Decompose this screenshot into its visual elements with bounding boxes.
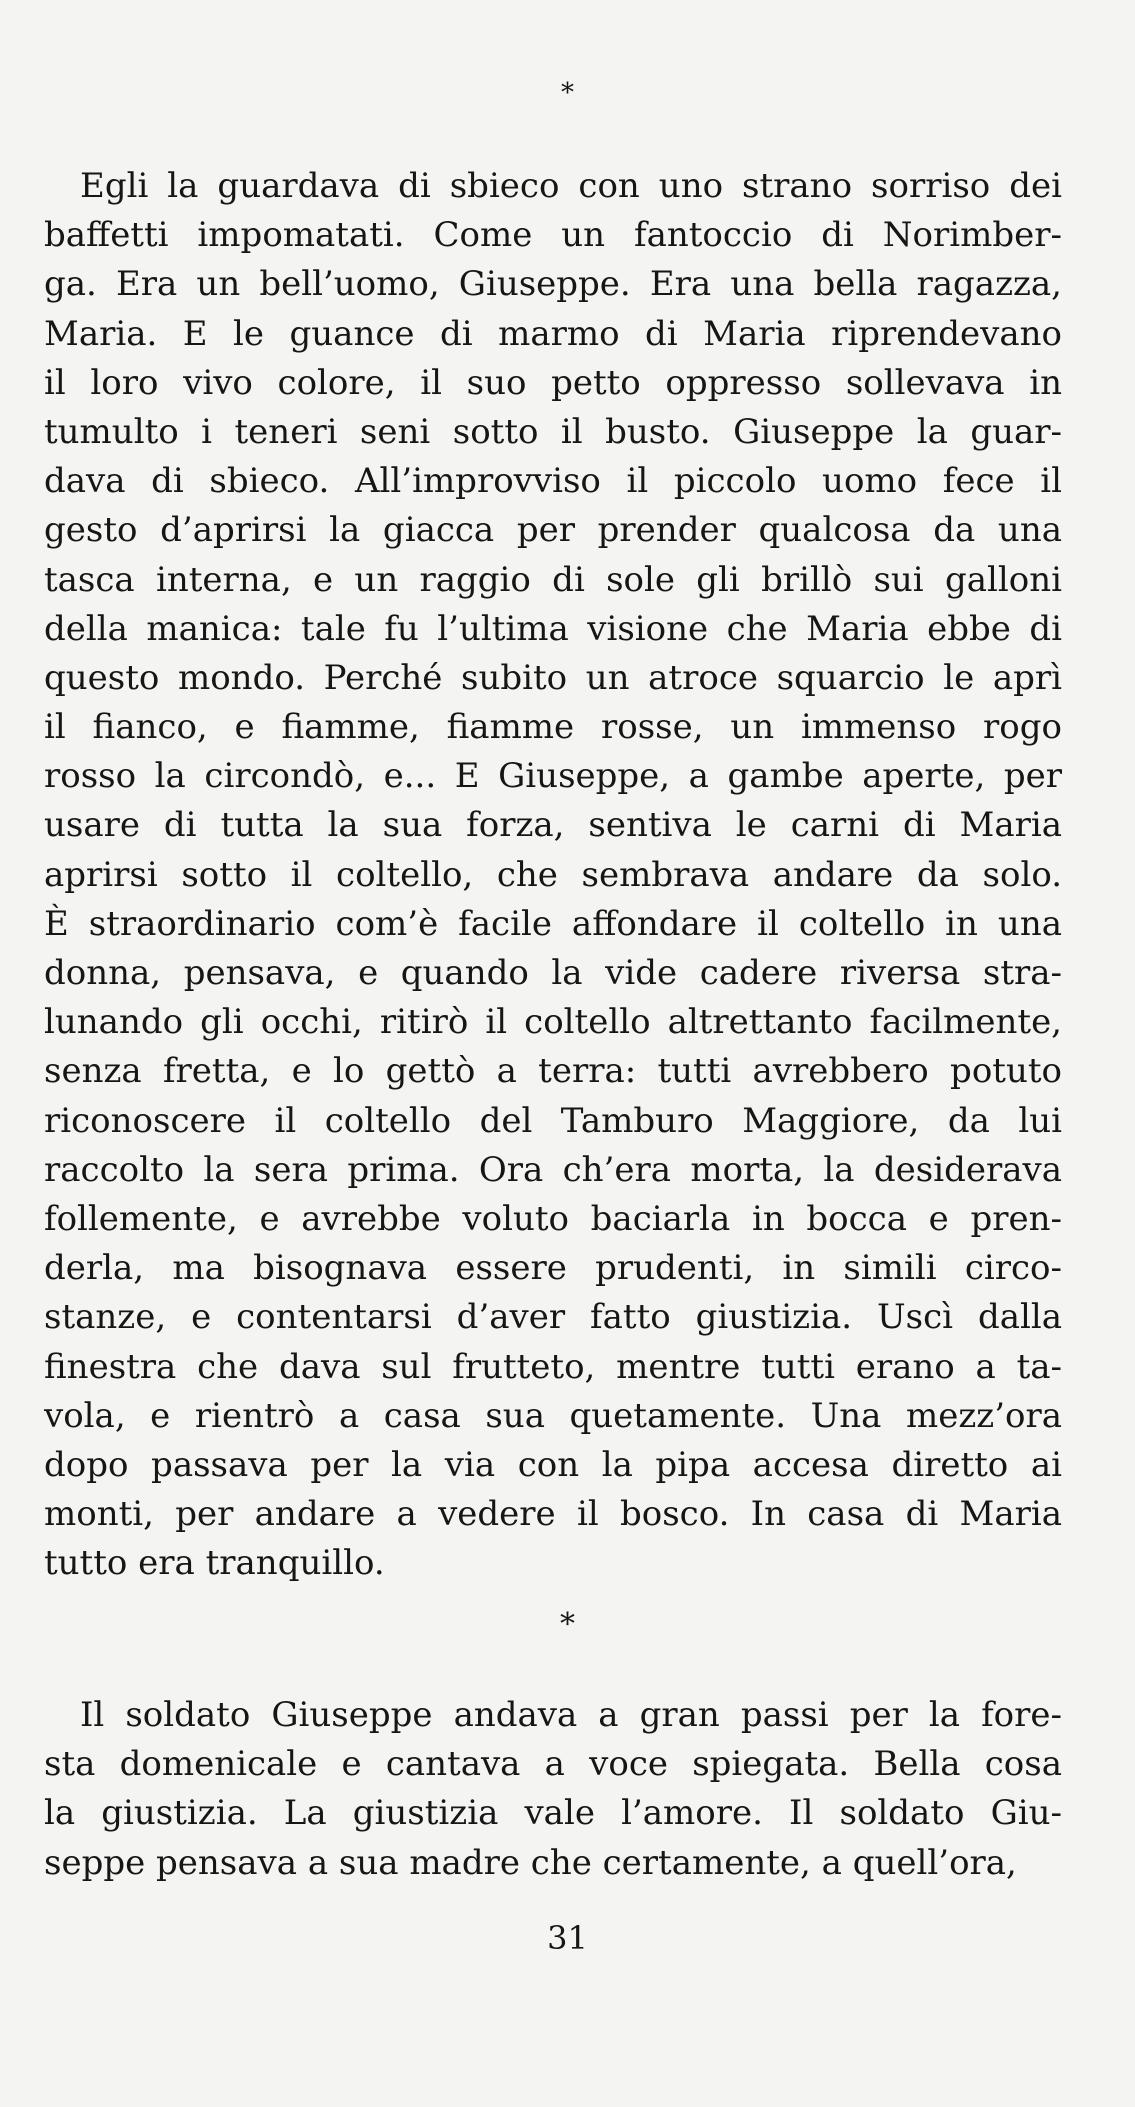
text-line: rosso la circondò, e... E Giuseppe, a gambe aperte, per [44,756,1062,797]
text-line: usare di tutta la sua forza, sentiva le carni di Maria [44,805,1062,846]
text-line: seppe pensava a sua madre che certamente, a quell’ora, [44,1842,1017,1883]
text-line: aprirsi sotto il coltello, che sembrava andare da solo. [44,854,1062,895]
text-line: il loro vivo colore, il suo petto oppresso sollevava in [44,362,1062,403]
text-line: questo mondo. Perché subito un atroce squarcio le aprì [44,657,1062,698]
text-line: tutto era tranquillo. [44,1543,385,1584]
text-line: Egli la guardava di sbieco con uno strano sorriso dei [80,166,1062,206]
text-line: ga. Era un bell’uomo, Giuseppe. Era una bella ragazza, [44,264,1062,305]
text-line: il fianco, e fiamme, fiamme rosse, un immenso rogo [44,707,1062,748]
text-line: vola, e rientrò a casa sua quetamente. Una mezz’ora [44,1395,1062,1436]
text-line: della manica: tale fu l’ultima visione che Maria ebbe di [44,608,1062,649]
text-line: stanze, e contentarsi d’aver fatto giustizia. Uscì dalla [44,1297,1062,1338]
text-line: lunando gli occhi, ritirò il coltello altrettanto facilmente, [44,1002,1062,1043]
text-line: tumulto i teneri seni sotto il busto. Giuseppe la guar- [44,411,1062,452]
text-line: raccolto la sera prima. Ora ch’era morta, la desiderava [44,1149,1062,1190]
text-line: follemente, e avrebbe voluto baciarla in bocca e pren- [44,1198,1062,1239]
paragraph-1 [44,162,1062,1588]
text-line: riconoscere il coltello del Tamburo Maggiore, da lui [44,1100,1062,1141]
text-line: monti, per andare a vedere il bosco. In casa di Maria [44,1494,1062,1535]
text-line: baffetti impomatati. Come un fantoccio di Norimber- [44,215,1062,256]
paragraph-2 [44,1691,1062,1888]
text-line: Il soldato Giuseppe andava a gran passi per la fore- [80,1695,1062,1735]
text-line: gesto d’aprirsi la giacca per prender qualcosa da una [44,510,1062,551]
page-number: 31 [547,1919,588,1957]
section-separator-middle: * [560,1607,575,1642]
text-line: donna, pensava, e quando la vide cadere riversa stra- [44,953,1062,993]
text-line: senza fretta, e lo gettò a terra: tutti avrebbero potuto [44,1051,1062,1092]
text-line: dava di sbieco. All’improvviso il piccolo uomo fece il [44,461,1062,502]
text-line: Maria. E le guance di marmo di Maria riprendevano [44,313,1062,354]
text-line: tasca interna, e un raggio di sole gli brillò sui galloni [44,559,1062,600]
text-line: finestra che dava sul frutteto, mentre tutti erano a ta- [44,1346,1062,1387]
text-line: sta domenicale e cantava a voce spiegata. Bella cosa [44,1744,1062,1785]
text-line: dopo passava per la via con la pipa accesa diretto ai [44,1444,1062,1485]
text-line: derla, ma bisognava essere prudenti, in simili circo- [44,1248,1062,1289]
text-line: È straordinario com’è facile affondare il coltello in una [44,903,1062,944]
section-separator-top: * [561,78,574,108]
text-line: la giustizia. La giustizia vale l’amore. Il soldato Giu- [44,1793,1062,1834]
